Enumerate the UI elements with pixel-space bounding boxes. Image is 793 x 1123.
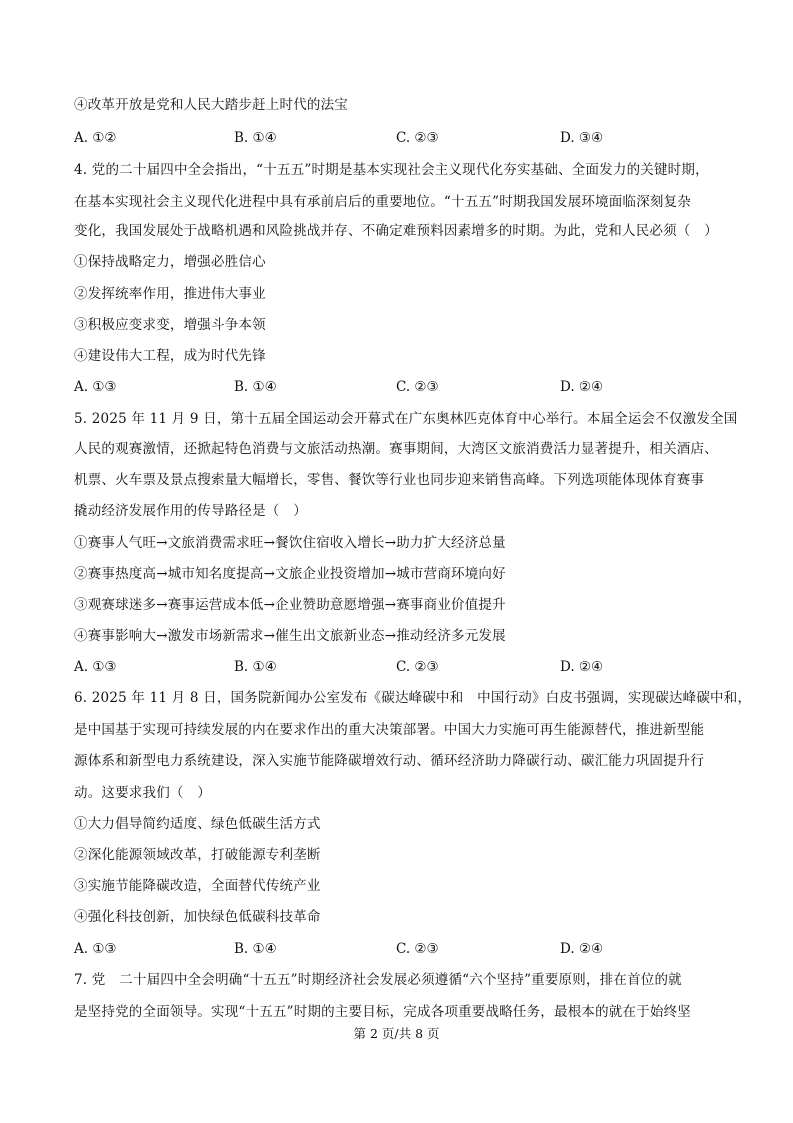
q6-option-b: B. ①④ [234, 941, 277, 957]
q5-item-4: ④赛事影响大→激发市场新需求→催生出文旅新业态→推动经济多元发展 [74, 628, 506, 644]
q5-options [74, 658, 734, 676]
q4-stem-line-2: 在基本实现社会主义现代化进程中具有承前启后的重要地位。“十五五”时期我国发展环境面临深刻复杂 [74, 194, 692, 210]
q6-stem-line-2: 是中国基于实现可持续发展的内在要求作出的重大决策部署。中国大力实施可再生能源替代，推进新型能 [74, 722, 705, 738]
q6-item-2: ②深化能源领域改革，打破能源专利垄断 [74, 847, 321, 863]
q6-stem-line-3: 源体系和新型电力系统建设，深入实施节能降碳增效行动、循环经济助力降碳行动、碳汇能力巩固提升行 [74, 753, 705, 769]
q5-stem-line-1: 5. 2025 年 11 月 9 日，第十五届全国运动会开幕式在广东奥林匹克体育中心举行。本届全运会不仅激发全国 [74, 411, 738, 427]
q3-option-b: B. ①④ [234, 130, 277, 146]
q5-item-1: ①赛事人气旺→文旅消费需求旺→餐饮住宿收入增长→助力扩大经济总量 [74, 535, 506, 551]
q6-options [74, 940, 734, 958]
q5-option-d: D. ②④ [560, 659, 604, 675]
q6-option-c: C. ②③ [396, 941, 439, 957]
q7-stem-line-1: 7. 党 二十届四中全会明确“十五五”时期经济社会发展必须遵循“六个坚持”重要原则，排在首位的就 [74, 972, 682, 988]
q6-item-1: ①大力倡导简约适度、绿色低碳生活方式 [74, 816, 321, 832]
q3-option-c: C. ②③ [396, 130, 439, 146]
q4-item-1: ①保持战略定力，增强必胜信心 [74, 254, 266, 270]
q5-option-c: C. ②③ [396, 659, 439, 675]
q6-option-a: A. ①③ [74, 941, 117, 957]
q5-item-2: ②赛事热度高→城市知名度提高→文旅企业投资增加→城市营商环境向好 [74, 566, 506, 582]
q4-option-d: D. ②④ [560, 379, 604, 395]
q4-option-a: A. ①③ [74, 379, 117, 395]
q5-stem-line-2: 人民的观赛激情，还掀起特色消费与文旅活动热潮。赛事期间，大湾区文旅消费活力显著提升，相关酒店、 [74, 441, 718, 457]
q4-item-3: ③积极应变求变，增强斗争本领 [74, 317, 266, 333]
q6-item-4: ④强化科技创新，加快绿色低碳科技革命 [74, 909, 321, 925]
q4-item-2: ②发挥统率作用，推进伟大事业 [74, 286, 266, 302]
q6-item-3: ③实施节能降碳改造，全面替代传统产业 [74, 878, 321, 894]
q5-option-b: B. ①④ [234, 659, 277, 675]
q4-option-b: B. ①④ [234, 379, 277, 395]
q5-option-a: A. ①③ [74, 659, 117, 675]
q4-stem-line-3: 变化，我国发展处于战略机遇和风险挑战并存、不确定难预料因素增多的时期。为此，党和人民必须（ ） [74, 223, 718, 239]
q5-stem-line-4: 撬动经济发展作用的传导路径是（ ） [74, 503, 307, 519]
q5-stem-line-3: 机票、火车票及景点搜索量大幅增长，零售、餐饮等行业也同步迎来销售高峰。下列选项能体现体育赛事 [74, 472, 705, 488]
q3-item-4: ④改革开放是党和人民大踏步赶上时代的法宝 [74, 97, 348, 113]
q7-stem-line-2: 是坚持党的全面领导。实现“十五五”时期的主要目标，完成各项重要战略任务，最根本的就在于始终坚 [74, 1004, 692, 1020]
q4-option-c: C. ②③ [396, 379, 439, 395]
q4-stem-line-1: 4. 党的二十届四中全会指出，“十五五”时期是基本实现社会主义现代化夯实基础、全面发力的关键时期， [74, 162, 709, 178]
q4-item-4: ④建设伟大工程，成为时代先锋 [74, 348, 266, 364]
q4-options [74, 378, 734, 396]
q3-options [74, 129, 734, 147]
page-number-footer: 第 2 页/共 8 页 [353, 1026, 440, 1041]
q6-stem-line-1: 6. 2025 年 11 月 8 日，国务院新闻办公室发布《碳达峰碳中和 中国行动》白皮书强调，实现碳达峰碳中和， [74, 690, 752, 706]
q5-item-3: ③观赛球迷多→赛事运营成本低→企业赞助意愿增强→赛事商业价值提升 [74, 597, 506, 613]
q3-option-d: D. ③④ [560, 130, 604, 146]
q6-stem-line-4: 动。这要求我们（ ） [74, 785, 211, 801]
q6-option-d: D. ②④ [560, 941, 604, 957]
q3-option-a: A. ①② [74, 130, 117, 146]
